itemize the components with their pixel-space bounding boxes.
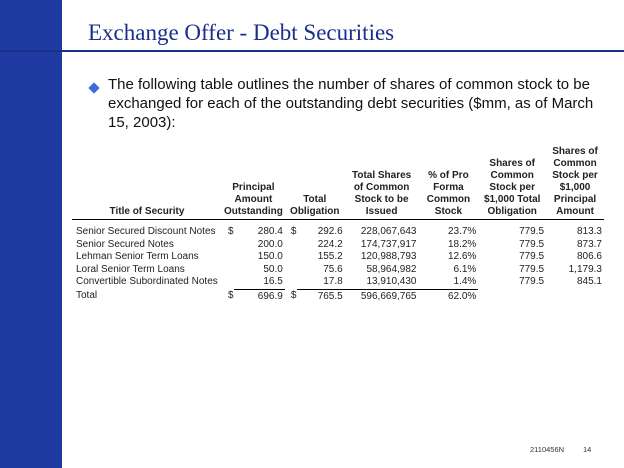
per-principal-value: 813.3 [576,226,602,237]
row-title: Convertible Subordinated Notes [76,276,218,288]
table-row [72,251,604,264]
col-header-obligation: Total Obligation [285,146,345,220]
obligation-value: 155.2 [317,251,343,262]
table-header-row [72,146,604,220]
shares-value: 174,737,917 [360,238,417,250]
pct-value: 1.4% [419,276,479,289]
shares-value: 120,988,793 [360,251,417,262]
dollar-sign: $ [290,290,297,302]
total-principal: 696.9 [257,290,283,302]
row-title: Senior Secured Notes [76,238,174,250]
debt-securities-table [72,146,604,303]
total-label: Total [76,290,98,302]
per-obligation-value: 779.5 [519,251,545,262]
title-divider [0,50,624,52]
dollar-sign [222,251,234,264]
sidebar-band [0,0,62,468]
principal-value: 50.0 [263,263,283,275]
per-principal-value: 806.6 [576,251,602,262]
col-header-title: Title of Security [72,146,222,220]
dollar-sign [285,251,297,264]
row-title: Senior Secured Discount Notes [76,226,216,237]
dollar-sign [285,276,297,289]
dollar-sign [285,239,297,252]
row-title: Lehman Senior Term Loans [76,251,199,262]
table-row [72,276,604,289]
per-principal-value: 1,179.3 [568,263,602,275]
obligation-value: 292.6 [317,226,343,237]
obligation-value: 17.8 [297,276,345,289]
table-row [72,226,604,239]
dollar-sign: $ [227,290,234,302]
dollar-sign [222,264,234,277]
principal-value: 200.0 [257,238,283,250]
dollar-sign [222,276,234,289]
intro-text: The following table outlines the number of shares of common stock to be exchanged for each of the outstanding debt securities ($mm, as of March 15, 2003): [108,76,594,131]
col-header-shares: Total Shares of Common Stock to be Issued [345,146,419,220]
obligation-value: 75.6 [323,263,343,275]
per-obligation-value: 779.5 [519,226,545,237]
document-id: 2110456N [530,445,565,454]
total-shares: 596,669,765 [360,290,417,302]
dollar-sign [285,264,297,277]
table-row [72,264,604,277]
col-header-per-principal: Shares of Common Stock per $1,000 Principal Amount [546,146,604,220]
per-obligation-value: 779.5 [519,276,545,288]
pct-value: 12.6% [447,251,477,262]
pct-value: 6.1% [453,263,477,275]
page-number: 14 [583,445,592,454]
diamond-bullet-icon [88,82,99,93]
per-obligation-value: 779.5 [519,263,545,275]
principal-value: 280.4 [257,226,283,237]
dollar-sign: $ [290,226,297,237]
principal-value: 16.5 [234,276,285,289]
pct-value: 18.2% [447,238,477,250]
obligation-value: 224.2 [317,238,343,250]
dollar-sign [222,239,234,252]
shares-value: 228,067,643 [360,226,417,237]
col-header-per-obligation: Shares of Common Stock per $1,000 Total Obligation [478,146,546,220]
table-row [72,239,604,252]
pct-value: 23.7% [447,226,477,237]
slide-title: Exchange Offer - Debt Securities [88,20,395,45]
shares-value: 58,964,982 [366,263,417,275]
dollar-sign: $ [227,226,234,237]
shares-value: 13,910,430 [345,276,419,289]
table-total-row [72,289,604,303]
total-pct: 62.0% [447,290,477,302]
per-principal-value: 845.1 [576,276,602,288]
row-title: Loral Senior Term Loans [76,263,185,275]
col-header-pct: % of Pro Forma Common Stock [419,146,479,220]
col-header-principal: Principal Amount Outstanding [222,146,285,220]
total-obligation: 765.5 [317,290,343,302]
per-obligation-value: 779.5 [519,238,545,250]
principal-value: 150.0 [257,251,283,262]
per-principal-value: 873.7 [576,238,602,250]
